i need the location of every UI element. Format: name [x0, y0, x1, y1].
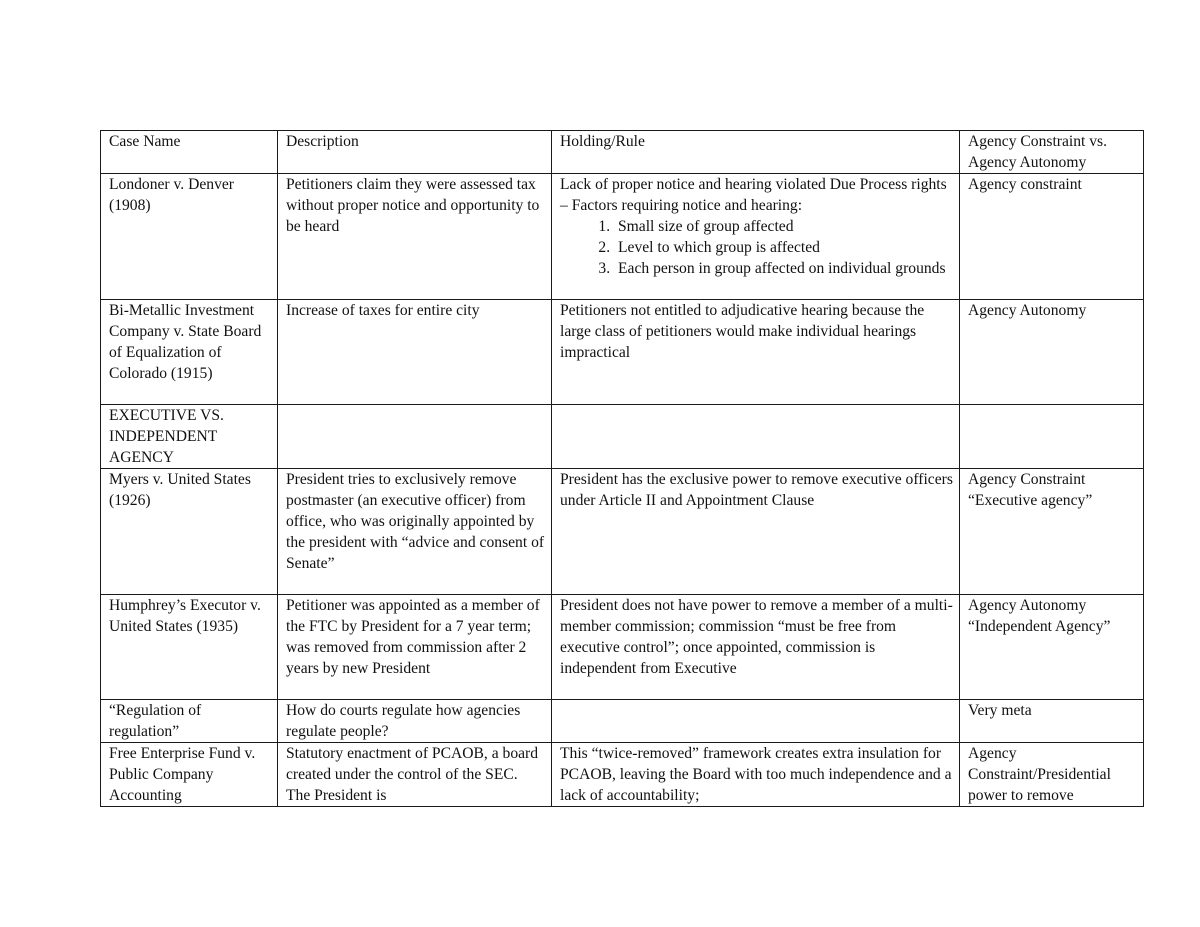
- case-name-cell: Myers v. United States (1926): [101, 469, 278, 595]
- case-name-cell: Humphrey’s Executor v. United States (1935): [101, 595, 278, 700]
- case-name-cell: “Regulation of regulation”: [101, 700, 278, 743]
- table-row: [101, 700, 1144, 743]
- constraint-cell: Agency Constraint/Presidential power to remove: [960, 743, 1144, 807]
- header-description: Description: [278, 131, 552, 174]
- constraint-cell: Agency Autonomy “Independent Agency”: [960, 595, 1144, 700]
- table-row: [101, 405, 1144, 469]
- case-name-cell: Londoner v. Denver (1908): [101, 174, 278, 300]
- table-row: [101, 300, 1144, 405]
- factor-list: [560, 216, 953, 279]
- case-name-cell: Bi-Metallic Investment Company v. State Board of Equalization of Colorado (1915): [101, 300, 278, 405]
- table-row: [101, 595, 1144, 700]
- constraint-cell: Agency constraint: [960, 174, 1144, 300]
- header-constraint: Agency Constraint vs. Agency Autonomy: [960, 131, 1144, 174]
- header-holding-rule: Holding/Rule: [552, 131, 960, 174]
- description-cell: How do courts regulate how agencies regulate people?: [278, 700, 552, 743]
- holding-cell: [552, 700, 960, 743]
- constraint-cell: Very meta: [960, 700, 1144, 743]
- constraint-cell: [960, 405, 1144, 469]
- case-name-cell: Free Enterprise Fund v. Public Company Accounting: [101, 743, 278, 807]
- holding-cell: Lack of proper notice and hearing violated Due Process rights – Factors requiring notice and hearing: 1. Small size of group affected 2. Level to which group is affected 3. Each person in group affected on individual grounds: [552, 174, 960, 300]
- description-cell: Increase of taxes for entire city: [278, 300, 552, 405]
- table-row: [101, 174, 1144, 300]
- list-item: 2. Level to which group is affected: [614, 237, 953, 258]
- description-cell: Petitioners claim they were assessed tax without proper notice and opportunity to be heard: [278, 174, 552, 300]
- constraint-cell: Agency Autonomy: [960, 300, 1144, 405]
- description-cell: [278, 405, 552, 469]
- description-cell: Petitioner was appointed as a member of the FTC by President for a 7 year term; was removed from commission after 2 years by new President: [278, 595, 552, 700]
- case-table: [100, 130, 1144, 807]
- table-row: [101, 743, 1144, 807]
- header-case-name: Case Name: [101, 131, 278, 174]
- table-row: [101, 469, 1144, 595]
- list-item: 3. Each person in group affected on individual grounds: [614, 258, 953, 279]
- case-name-cell: EXECUTIVE VS. INDEPENDENT AGENCY: [101, 405, 278, 469]
- description-cell: President tries to exclusively remove postmaster (an executive officer) from office, who was originally appointed by the president with “advice and consent of Senate”: [278, 469, 552, 595]
- list-item: 1. Small size of group affected: [614, 216, 953, 237]
- holding-cell: Petitioners not entitled to adjudicative hearing because the large class of petitioners would make individual hearings impractical: [552, 300, 960, 405]
- constraint-cell: Agency Constraint “Executive agency”: [960, 469, 1144, 595]
- holding-cell: This “twice-removed” framework creates extra insulation for PCAOB, leaving the Board with too much independence and a lack of accountability;: [552, 743, 960, 807]
- holding-cell: President does not have power to remove a member of a multi-member commission; commission “must be free from executive control”; once appointed, commission is independent from Executive: [552, 595, 960, 700]
- table-header-row: [101, 131, 1144, 174]
- holding-cell: [552, 405, 960, 469]
- description-cell: Statutory enactment of PCAOB, a board created under the control of the SEC. The President is: [278, 743, 552, 807]
- holding-cell: President has the exclusive power to remove executive officers under Article II and Appointment Clause: [552, 469, 960, 595]
